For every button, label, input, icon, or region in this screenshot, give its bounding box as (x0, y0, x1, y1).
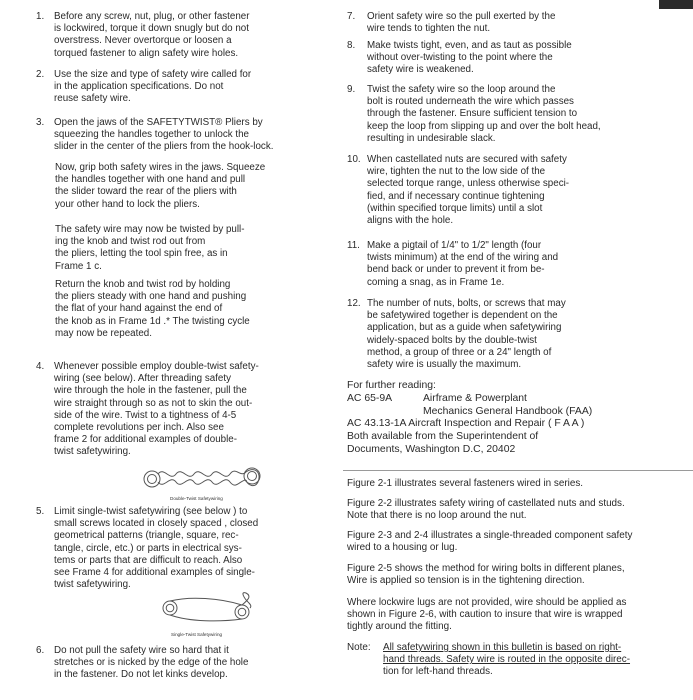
item-text (54, 645, 306, 682)
instruction-item-1 (36, 11, 306, 61)
double-twist-caption: Double-Twist Safetywiring (170, 496, 223, 501)
text-line: Wire is applied so tension is in the tightening direction. (347, 575, 585, 587)
text-line: Twist the safety wire so the loop around the (367, 84, 556, 95)
availability-line: Both available from the Superintendent of (347, 431, 539, 443)
instruction-item-10 (347, 154, 649, 228)
text-line: Figure 2-1 illustrates several fasteners wired in series. (347, 478, 583, 489)
text-line: The safety wire may now be twisted by pull- (55, 224, 245, 235)
text-line: the flat of your hand against the end of (55, 303, 223, 315)
instruction-item-6 (36, 645, 306, 683)
text-line: The number of nuts, bolts, or screws that may (367, 298, 566, 309)
text-line: without over-twisting to the point where the (367, 52, 553, 64)
text-line: Note that there is no loop around the nut. (347, 510, 527, 522)
item-text (367, 298, 649, 371)
text-line: keep the loop from slipping up and over the bolt head, (367, 120, 601, 132)
text-line: aligns with the hole. (367, 215, 454, 227)
instruction-paragraph-return (55, 279, 325, 340)
text-line: be safetywired together is dependent on the (367, 310, 558, 322)
note-body (383, 642, 630, 679)
instruction-item-7 (347, 11, 647, 37)
instruction-item-11 (347, 240, 649, 290)
text-line: Make a pigtail of 1/4" to 1/2" length (four (367, 240, 542, 251)
item-number: 10. (347, 154, 361, 165)
text-line: the pliers, letting the tool spin free, as in (55, 248, 228, 260)
instruction-item-3 (36, 117, 316, 155)
text-line: Open the jaws of the SAFETYTWIST® Pliers by (54, 117, 263, 128)
double-twist-safetywire-illustration (140, 462, 266, 496)
text-line: Whenever possible employ double-twist safety- (54, 361, 259, 372)
availability-line: Documents, Washington D.C, 20402 (347, 443, 516, 455)
text-line: Limit single-twist safetywiring (see below ) to (54, 506, 248, 517)
corner-tab-mark (659, 0, 693, 9)
text-line: the handles together with one hand and pull (55, 174, 246, 186)
instruction-item-9 (347, 84, 649, 146)
text-line: wiring (see below). After threading safety (54, 373, 231, 385)
text-line: twist safetywiring. (54, 446, 131, 458)
note-label: Note: (347, 642, 371, 653)
text-line: in the fastener. Do not let kinks develop. (54, 669, 228, 681)
item-number: 1. (36, 11, 45, 22)
text-line: slider in the center of the pliers from the hook-lock. (54, 141, 274, 153)
text-line: torqued fastener to align safety wire holes. (54, 47, 239, 59)
text-line: Do not pull the safety wire so hard that it (54, 645, 229, 656)
text-line: see Frame 4 for additional examples of single- (54, 567, 255, 579)
text-line: twist safetywiring. (54, 579, 131, 591)
text-line: (within specified torque limits) until a slot (367, 202, 543, 214)
item-number: 9. (347, 84, 356, 95)
further-reading (347, 380, 647, 457)
text-line: When castellated nuts are secured with safety (367, 154, 567, 165)
item-number: 7. (347, 11, 356, 22)
reference-title: Mechanics General Handbook (FAA) (423, 405, 593, 417)
instruction-item-2 (36, 69, 306, 107)
instruction-item-12 (347, 298, 649, 372)
text-line: may now be repeated. (55, 327, 152, 339)
text-line: stretches or is nicked by the edge of the hole (54, 657, 249, 669)
further-reading-heading: For further reading: (347, 380, 436, 391)
text-line: overstress. Never overtorque or loosen a (54, 35, 232, 47)
item-number: 8. (347, 40, 356, 51)
item-number: 4. (36, 361, 45, 372)
item-text (54, 117, 316, 154)
item-text (367, 240, 649, 289)
text-line: the pliers steady with one hand and pushing (55, 291, 247, 303)
reference-ac-65-9a-cont (347, 406, 647, 419)
item-text (54, 11, 306, 60)
text-line: safety wire is usually the maximum. (367, 359, 522, 371)
item-number: 2. (36, 69, 45, 80)
text-line: Figure 2-3 and 2-4 illustrates a single-threaded component safety (347, 530, 633, 541)
text-line: fied, and if necessary continue tightening (367, 190, 545, 202)
text-line: Make twists tight, even, and as taut as possible (367, 40, 572, 51)
text-line: Frame 1 c. (55, 260, 102, 272)
text-line: Return the knob and twist rod by holding (55, 279, 231, 290)
text-line: side of the wire. Twist to a tightness of 4-5 (54, 409, 237, 421)
text-line: Now, grip both safety wires in the jaws. Squeeze (55, 162, 266, 173)
figure-note-2-5 (347, 563, 673, 587)
text-line: wired to a housing or lug. (347, 542, 458, 554)
item-number: 5. (36, 506, 45, 517)
text-line: bend back or under to prevent it from be- (367, 264, 545, 276)
text-line: wire, tighten the nut to the low side of the (367, 166, 546, 178)
item-text (367, 154, 649, 227)
figure-note-2-1 (347, 478, 673, 490)
item-text (367, 84, 649, 145)
text-line: method, a group of three or a 24" length of (367, 346, 552, 358)
text-line: tightly around the fitting. (347, 621, 452, 633)
text-line: tangle, circle, etc.) or parts in electrical sys- (54, 542, 242, 554)
text-line: shown in Figure 2-6, with caution to insure that wire is wrapped (347, 609, 623, 621)
text-line: All safetywiring shown in this bulletin is based on right- (383, 642, 622, 653)
text-line: hand threads. Safety wire is routed in the opposite direc- (383, 654, 631, 666)
text-line: Figure 2-5 shows the method for wiring bolts in different planes, (347, 563, 625, 574)
text-line: small screws located in closely spaced , closed (54, 518, 259, 530)
text-line: application, but as a guide when safetywiring (367, 322, 562, 334)
text-line: selected torque range, unless otherwise speci- (367, 178, 570, 190)
text-line: resulting in undesirable slack. (367, 132, 496, 144)
text-line: Figure 2-2 illustrates safety wiring of castellated nuts and studs. (347, 498, 625, 509)
reference-ac-65-9a (347, 393, 647, 406)
figure-note-2-2 (347, 498, 673, 522)
instruction-paragraph-twist (55, 224, 325, 273)
reference-ac-43-13-1a: AC 43.13-1A Aircraft Inspection and Repair ( F A A ) (347, 418, 585, 430)
text-line: your other hand to lock the pliers. (55, 198, 200, 210)
text-line: ing the knob and twist rod out from (55, 236, 206, 248)
text-line: Where lockwire lugs are not provided, wire should be applied as (347, 597, 627, 608)
single-twist-caption: Single-Twist Safetywiring (171, 632, 223, 637)
text-line: tems or parts that are difficult to reach. Also (54, 554, 243, 566)
text-line: geometrical patterns (triangle, square, rec- (54, 530, 239, 542)
text-line: complete revolutions per inch. Also see (54, 422, 224, 434)
text-line: Orient safety wire so the pull exerted by the (367, 11, 556, 22)
text-line: safety wire is weakened. (367, 64, 474, 76)
instruction-item-8 (347, 40, 649, 78)
instruction-item-4 (36, 361, 306, 461)
text-line: reuse safety wire. (54, 93, 131, 105)
item-number: 12. (347, 298, 361, 309)
text-line: wire tends to tighten the nut. (367, 23, 491, 35)
text-line: Before any screw, nut, plug, or other fastener (54, 11, 250, 22)
item-text (367, 40, 649, 77)
figure-note-2-3 (347, 530, 673, 554)
text-line: coming a snag, as in Frame 1e. (367, 276, 505, 288)
text-line: widely-spaced bolts by the double-twist (367, 334, 537, 346)
text-line: in the application specifications. Do not (54, 81, 224, 93)
text-line: tion for left-hand threads. (383, 666, 493, 678)
text-line: Use the size and type of safety wire called for (54, 69, 252, 80)
section-divider (343, 470, 693, 471)
text-line: the knob as in Frame 1d .* The twisting cycle (55, 315, 250, 327)
item-number: 11. (347, 240, 360, 251)
item-text (54, 69, 306, 106)
text-line: bolt is routed underneath the wire which passes (367, 96, 574, 108)
item-number: 6. (36, 645, 45, 656)
text-line: is lockwired, torque it down snugly but do not (54, 23, 249, 35)
text-line: wire straight through so as not to skin the out- (54, 397, 253, 409)
text-line: the slider toward the rear of the pliers with (55, 186, 237, 198)
reference-code: AC 65-9A (347, 392, 393, 404)
single-twist-safetywire-illustration (160, 590, 254, 630)
text-line: wire through the hole in the fastener, pull the (54, 385, 247, 397)
figure-note-2-6 (347, 597, 673, 634)
text-line: through the fastener. Ensure sufficient tension to (367, 108, 578, 120)
reference-title: Airframe & Powerplant (423, 392, 527, 404)
text-line: twists minimum) at the end of the wiring and (367, 252, 559, 264)
item-number: 3. (36, 117, 45, 128)
text-line: frame 2 for additional examples of double- (54, 434, 237, 446)
item-text (54, 506, 306, 591)
item-text (367, 11, 647, 35)
instruction-item-5 (36, 506, 306, 596)
item-text (54, 361, 306, 459)
text-line: squeezing the handles together to unlock the (54, 129, 249, 141)
instruction-paragraph-grip (55, 162, 325, 211)
